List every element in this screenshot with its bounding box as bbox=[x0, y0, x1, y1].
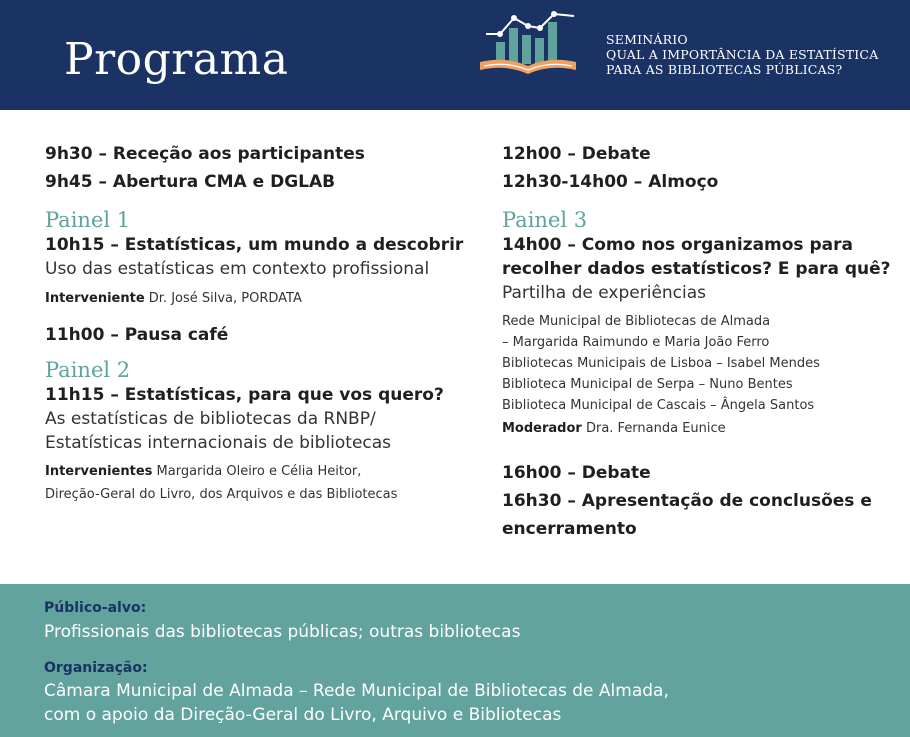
schedule-debate-1: 12h00 – Debate bbox=[502, 144, 651, 164]
panel-1-session: 10h15 – Estatísticas, um mundo a descobrir bbox=[45, 235, 464, 255]
panel-3-speaker: Rede Municipal de Bibliotecas de Almada bbox=[502, 314, 771, 329]
schedule-coffee-break: 11h00 – Pausa café bbox=[45, 325, 229, 345]
footer-banner bbox=[0, 584, 910, 737]
organization-label: Organização: bbox=[44, 660, 148, 676]
panel-3-title: Painel 3 bbox=[502, 208, 588, 232]
audience-text: Profissionais das bibliotecas públicas; outras bibliotecas bbox=[44, 622, 521, 642]
panel-2-speakers-org: Direção-Geral do Livro, dos Arquivos e das Bibliotecas bbox=[45, 487, 398, 502]
panel-1-speaker-label: Interveniente bbox=[45, 291, 145, 306]
organization-text-2: com o apoio da Direção-Geral do Livro, Arquivo e Bibliotecas bbox=[44, 705, 562, 725]
panel-3-session-1: 14h00 – Como nos organizamos para bbox=[502, 235, 853, 255]
schedule-debate-2: 16h00 – Debate bbox=[502, 463, 651, 483]
panel-1-speaker bbox=[45, 288, 485, 309]
panel-2-subtitle-2: Estatísticas internacionais de bibliotecas bbox=[45, 433, 392, 453]
panel-2-subtitle-1: As estatísticas de bibliotecas da RNBP/ bbox=[45, 409, 376, 429]
panel-2-speakers bbox=[45, 460, 485, 484]
panel-1-title: Painel 1 bbox=[45, 208, 131, 232]
panel-3-moderator-label: Moderador bbox=[502, 421, 582, 436]
header-banner bbox=[0, 0, 910, 110]
schedule-lunch: 12h30-14h00 – Almoço bbox=[502, 172, 719, 192]
panel-3-speaker: Biblioteca Municipal de Cascais – Ângela Santos bbox=[502, 398, 815, 413]
organization-text-1: Câmara Municipal de Almada – Rede Municipal de Bibliotecas de Almada, bbox=[44, 681, 669, 701]
schedule-welcome: 9h30 – Receção aos participantes bbox=[45, 144, 365, 164]
seminar-label: SEMINÁRIO bbox=[606, 32, 688, 47]
schedule-closing-2: encerramento bbox=[502, 519, 637, 539]
seminar-title-line-2: PARA AS BIBLIOTECAS PÚBLICAS? bbox=[606, 62, 843, 77]
panel-3-speaker: – Margarida Raimundo e Maria João Ferro bbox=[502, 335, 770, 350]
panel-2-speakers-names: Margarida Oleiro e Célia Heitor, bbox=[152, 464, 362, 479]
schedule-opening: 9h45 – Abertura CMA e DGLAB bbox=[45, 172, 336, 192]
panel-3-speaker: Bibliotecas Municipais de Lisboa – Isabel Mendes bbox=[502, 356, 820, 371]
program-right-column bbox=[502, 140, 902, 543]
panel-3-moderator bbox=[502, 418, 902, 439]
panel-1-speaker-name: Dr. José Silva, PORDATA bbox=[144, 291, 302, 306]
panel-3-moderator-name: Dra. Fernanda Eunice bbox=[581, 421, 726, 436]
panel-2-session: 11h15 – Estatísticas, para que vos quero? bbox=[45, 385, 444, 405]
panel-3-subtitle: Partilha de experiências bbox=[502, 283, 707, 303]
seminar-title-line-1: QUAL A IMPORTÂNCIA DA ESTATÍSTICA bbox=[606, 47, 879, 62]
panel-2-title: Painel 2 bbox=[45, 358, 131, 382]
program-left-column bbox=[45, 140, 485, 506]
panel-2-speakers-label: Intervenientes bbox=[45, 464, 153, 479]
panel-1-subtitle: Uso das estatísticas em contexto profissional bbox=[45, 259, 430, 279]
panel-3-session-2: recolher dados estatísticos? E para quê? bbox=[502, 259, 891, 279]
page-title: Programa bbox=[64, 34, 289, 85]
seminar-title bbox=[606, 32, 878, 77]
audience-label: Público-alvo: bbox=[44, 600, 147, 616]
schedule-closing-1: 16h30 – Apresentação de conclusões e bbox=[502, 491, 872, 511]
chart-book-logo-icon bbox=[478, 4, 588, 84]
panel-3-speaker: Biblioteca Municipal de Serpa – Nuno Bentes bbox=[502, 377, 793, 392]
panel-3-speakers-list bbox=[502, 311, 902, 416]
